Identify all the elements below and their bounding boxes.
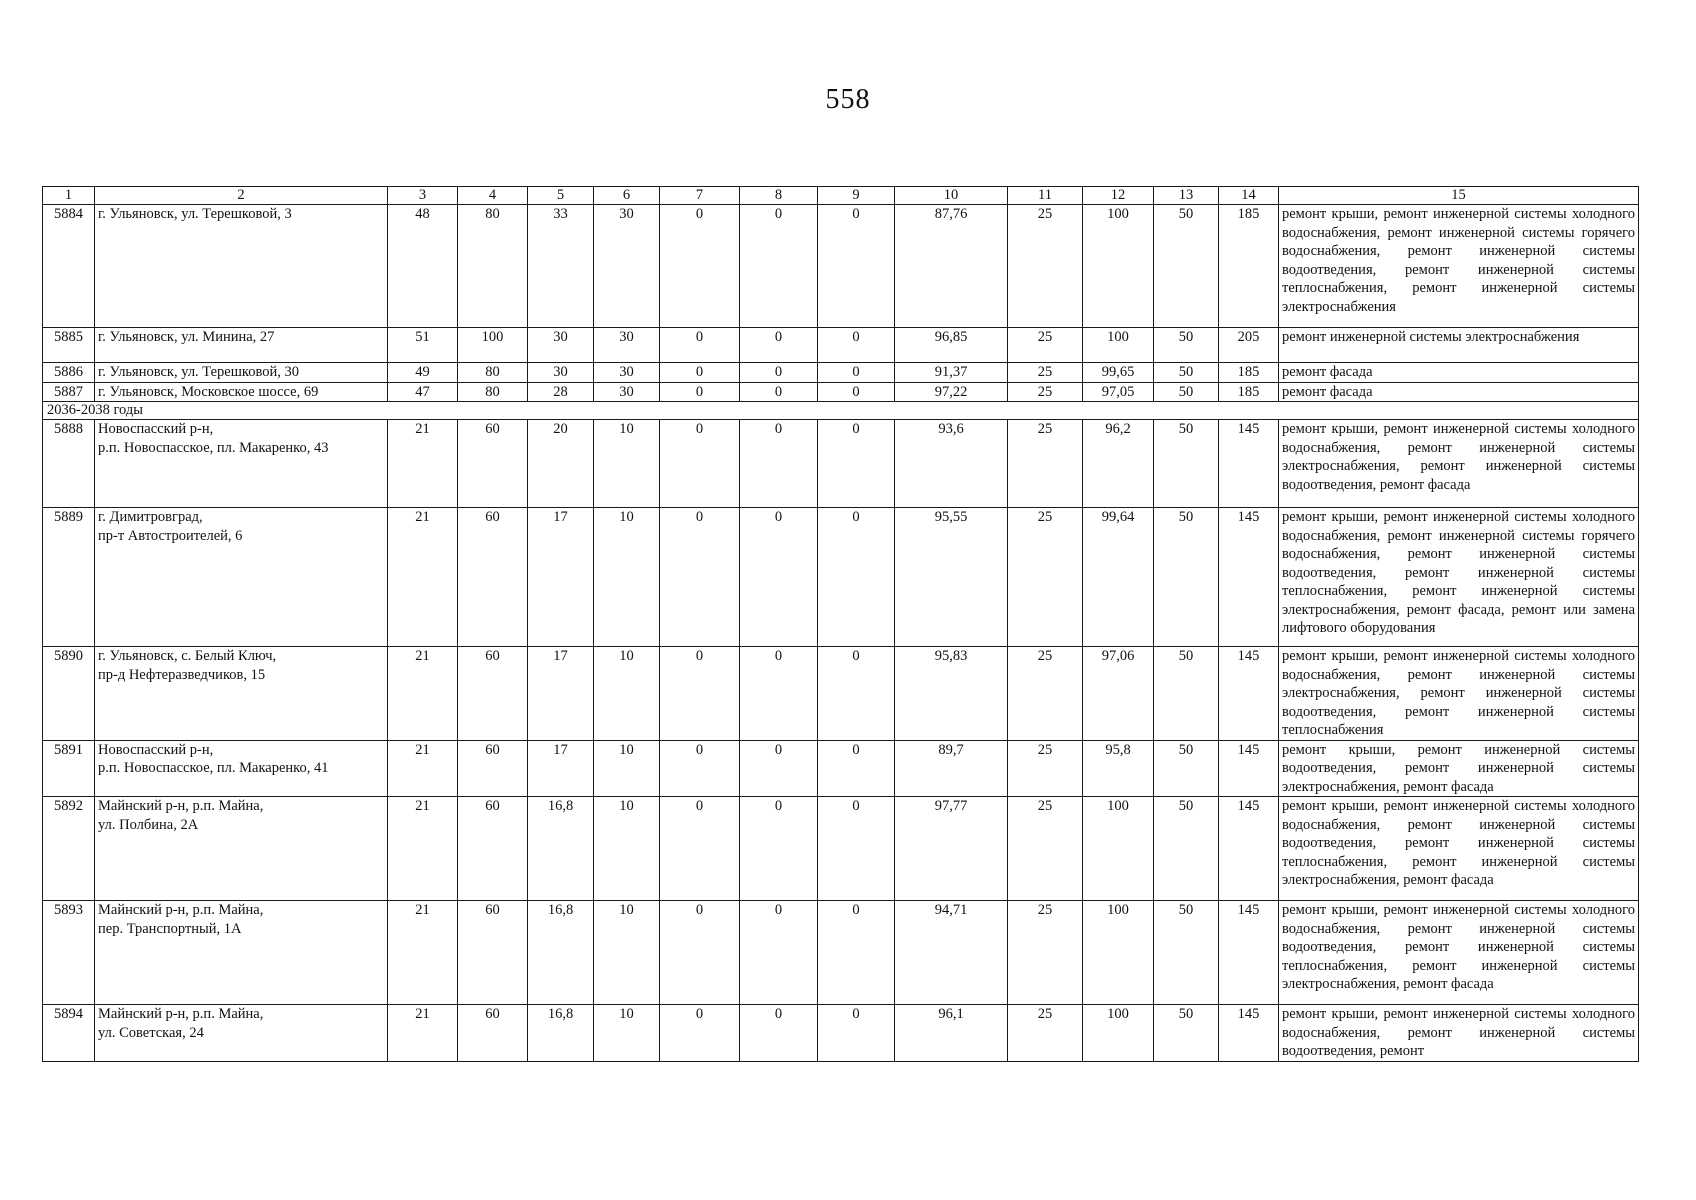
- value-cell: 48: [388, 205, 458, 328]
- row-number-cell: 5891: [43, 740, 95, 797]
- value-cell: 60: [458, 420, 528, 508]
- address-cell: г. Ульяновск, с. Белый Ключ, пр-д Нефтеразведчиков, 15: [95, 647, 388, 741]
- column-number-cell: 15: [1279, 187, 1639, 205]
- value-cell: 0: [660, 205, 740, 328]
- value-cell: 0: [660, 382, 740, 402]
- table-row: [43, 205, 1639, 328]
- value-cell: 50: [1154, 363, 1219, 383]
- value-cell: 17: [528, 740, 594, 797]
- value-cell: 25: [1008, 1005, 1083, 1062]
- table-row: [43, 740, 1639, 797]
- value-cell: 60: [458, 797, 528, 901]
- value-cell: 0: [740, 363, 818, 383]
- value-cell: 185: [1219, 363, 1279, 383]
- value-cell: 33: [528, 205, 594, 328]
- value-cell: 10: [594, 901, 660, 1005]
- value-cell: 0: [818, 740, 895, 797]
- value-cell: 60: [458, 508, 528, 647]
- row-number-cell: 5887: [43, 382, 95, 402]
- address-cell: г. Димитровград, пр-т Автостроителей, 6: [95, 508, 388, 647]
- value-cell: 60: [458, 740, 528, 797]
- value-cell: 95,83: [895, 647, 1008, 741]
- value-cell: 10: [594, 420, 660, 508]
- works-description-cell: ремонт фасада: [1279, 363, 1639, 383]
- value-cell: 50: [1154, 328, 1219, 363]
- column-number-cell: 11: [1008, 187, 1083, 205]
- value-cell: 17: [528, 508, 594, 647]
- row-number-cell: 5886: [43, 363, 95, 383]
- value-cell: 95,8: [1083, 740, 1154, 797]
- address-cell: г. Ульяновск, ул. Терешковой, 3: [95, 205, 388, 328]
- value-cell: 0: [818, 420, 895, 508]
- works-description-cell: ремонт инженерной системы электроснабжения: [1279, 328, 1639, 363]
- value-cell: 25: [1008, 363, 1083, 383]
- value-cell: 185: [1219, 205, 1279, 328]
- value-cell: 145: [1219, 508, 1279, 647]
- value-cell: 97,77: [895, 797, 1008, 901]
- value-cell: 28: [528, 382, 594, 402]
- value-cell: 205: [1219, 328, 1279, 363]
- row-number-cell: 5892: [43, 797, 95, 901]
- value-cell: 0: [660, 420, 740, 508]
- value-cell: 50: [1154, 205, 1219, 328]
- value-cell: 25: [1008, 382, 1083, 402]
- value-cell: 96,1: [895, 1005, 1008, 1062]
- address-cell: Майнский р-н, р.п. Майна, ул. Советская, 24: [95, 1005, 388, 1062]
- value-cell: 80: [458, 363, 528, 383]
- row-number-cell: 5885: [43, 328, 95, 363]
- period-heading-row: [43, 402, 1639, 420]
- address-cell: Майнский р-н, р.п. Майна, ул. Полбина, 2А: [95, 797, 388, 901]
- value-cell: 0: [660, 508, 740, 647]
- value-cell: 21: [388, 740, 458, 797]
- value-cell: 60: [458, 1005, 528, 1062]
- value-cell: 0: [740, 382, 818, 402]
- value-cell: 0: [660, 740, 740, 797]
- value-cell: 145: [1219, 420, 1279, 508]
- works-description-cell: ремонт крыши, ремонт инженерной системы холодного водоснабжения, ремонт инженерной системы электроснабжения, ремонт инженерной системы водоотведения, ремонт инженерной системы теплоснабжения: [1279, 647, 1639, 741]
- value-cell: 0: [740, 901, 818, 1005]
- value-cell: 100: [1083, 1005, 1154, 1062]
- column-number-cell: 14: [1219, 187, 1279, 205]
- table-row: [43, 797, 1639, 901]
- value-cell: 0: [740, 420, 818, 508]
- row-number-cell: 5889: [43, 508, 95, 647]
- table-row: [43, 328, 1639, 363]
- value-cell: 0: [740, 740, 818, 797]
- table-row: [43, 382, 1639, 402]
- column-number-cell: 1: [43, 187, 95, 205]
- value-cell: 0: [818, 328, 895, 363]
- works-description-cell: ремонт крыши, ремонт инженерной системы холодного водоснабжения, ремонт инженерной системы водоотведения, ремонт инженерной системы теплоснабжения, ремонт инженерной системы электроснабжения, ремонт фасада: [1279, 901, 1639, 1005]
- value-cell: 145: [1219, 1005, 1279, 1062]
- value-cell: 30: [528, 328, 594, 363]
- value-cell: 100: [1083, 205, 1154, 328]
- value-cell: 50: [1154, 647, 1219, 741]
- value-cell: 10: [594, 508, 660, 647]
- value-cell: 25: [1008, 797, 1083, 901]
- column-number-cell: 3: [388, 187, 458, 205]
- address-cell: г. Ульяновск, ул. Минина, 27: [95, 328, 388, 363]
- value-cell: 185: [1219, 382, 1279, 402]
- value-cell: 50: [1154, 797, 1219, 901]
- value-cell: 49: [388, 363, 458, 383]
- value-cell: 51: [388, 328, 458, 363]
- column-number-cell: 4: [458, 187, 528, 205]
- table-row: [43, 647, 1639, 741]
- value-cell: 30: [594, 328, 660, 363]
- value-cell: 50: [1154, 420, 1219, 508]
- value-cell: 0: [818, 382, 895, 402]
- value-cell: 0: [740, 1005, 818, 1062]
- address-cell: Новоспасский р-н, р.п. Новоспасское, пл. Макаренко, 41: [95, 740, 388, 797]
- value-cell: 25: [1008, 420, 1083, 508]
- value-cell: 0: [660, 1005, 740, 1062]
- value-cell: 145: [1219, 901, 1279, 1005]
- column-number-cell: 13: [1154, 187, 1219, 205]
- value-cell: 0: [660, 797, 740, 901]
- value-cell: 21: [388, 1005, 458, 1062]
- value-cell: 21: [388, 508, 458, 647]
- period-heading: 2036-2038 годы: [43, 402, 1639, 420]
- value-cell: 25: [1008, 205, 1083, 328]
- address-cell: г. Ульяновск, Московское шоссе, 69: [95, 382, 388, 402]
- value-cell: 30: [594, 382, 660, 402]
- address-cell: Майнский р-н, р.п. Майна, пер. Транспортный, 1А: [95, 901, 388, 1005]
- works-description-cell: ремонт крыши, ремонт инженерной системы холодного водоснабжения, ремонт инженерной системы электроснабжения, ремонт инженерной системы водоотведения, ремонт фасада: [1279, 420, 1639, 508]
- value-cell: 16,8: [528, 1005, 594, 1062]
- value-cell: 10: [594, 797, 660, 901]
- value-cell: 30: [528, 363, 594, 383]
- value-cell: 10: [594, 1005, 660, 1062]
- value-cell: 0: [818, 1005, 895, 1062]
- value-cell: 0: [818, 205, 895, 328]
- column-number-cell: 7: [660, 187, 740, 205]
- value-cell: 16,8: [528, 797, 594, 901]
- repair-registry-table: [42, 186, 1639, 1062]
- table-row: [43, 1005, 1639, 1062]
- value-cell: 0: [818, 363, 895, 383]
- row-number-cell: 5884: [43, 205, 95, 328]
- table-body: [43, 187, 1639, 1062]
- value-cell: 0: [740, 205, 818, 328]
- value-cell: 47: [388, 382, 458, 402]
- value-cell: 17: [528, 647, 594, 741]
- works-description-cell: ремонт крыши, ремонт инженерной системы холодного водоснабжения, ремонт инженерной системы водоотведения, ремонт: [1279, 1005, 1639, 1062]
- column-number-cell: 6: [594, 187, 660, 205]
- value-cell: 16,8: [528, 901, 594, 1005]
- value-cell: 21: [388, 901, 458, 1005]
- value-cell: 50: [1154, 1005, 1219, 1062]
- value-cell: 30: [594, 205, 660, 328]
- value-cell: 0: [818, 508, 895, 647]
- address-cell: г. Ульяновск, ул. Терешковой, 30: [95, 363, 388, 383]
- value-cell: 0: [660, 901, 740, 1005]
- value-cell: 21: [388, 647, 458, 741]
- value-cell: 96,85: [895, 328, 1008, 363]
- value-cell: 99,65: [1083, 363, 1154, 383]
- value-cell: 25: [1008, 901, 1083, 1005]
- value-cell: 97,05: [1083, 382, 1154, 402]
- column-number-cell: 9: [818, 187, 895, 205]
- page-number: 558: [825, 84, 871, 115]
- value-cell: 95,55: [895, 508, 1008, 647]
- works-description-cell: ремонт крыши, ремонт инженерной системы холодного водоснабжения, ремонт инженерной системы горячего водоснабжения, ремонт инженерной системы водоотведения, ремонт инженерной системы теплоснабжения, ремонт инженерной системы электроснабжения, ремонт фасада, ремонт или замена лифтового оборудования: [1279, 508, 1639, 647]
- value-cell: 0: [818, 797, 895, 901]
- value-cell: 10: [594, 740, 660, 797]
- works-description-cell: ремонт фасада: [1279, 382, 1639, 402]
- table-row: [43, 363, 1639, 383]
- value-cell: 0: [740, 797, 818, 901]
- value-cell: 100: [1083, 328, 1154, 363]
- works-description-cell: ремонт крыши, ремонт инженерной системы водоотведения, ремонт инженерной системы электроснабжения, ремонт фасада: [1279, 740, 1639, 797]
- column-number-cell: 2: [95, 187, 388, 205]
- works-description-cell: ремонт крыши, ремонт инженерной системы холодного водоснабжения, ремонт инженерной системы горячего водоснабжения, ремонт инженерной системы водоотведения, ремонт инженерной системы теплоснабжения, ремонт инженерной системы электроснабжения: [1279, 205, 1639, 328]
- value-cell: 145: [1219, 740, 1279, 797]
- value-cell: 50: [1154, 508, 1219, 647]
- value-cell: 0: [818, 901, 895, 1005]
- value-cell: 60: [458, 901, 528, 1005]
- value-cell: 89,7: [895, 740, 1008, 797]
- column-number-row: [43, 187, 1639, 205]
- value-cell: 93,6: [895, 420, 1008, 508]
- table-row: [43, 901, 1639, 1005]
- value-cell: 99,64: [1083, 508, 1154, 647]
- works-description-cell: ремонт крыши, ремонт инженерной системы холодного водоснабжения, ремонт инженерной системы водоотведения, ремонт инженерной системы теплоснабжения, ремонт инженерной системы электроснабжения, ремонт фасада: [1279, 797, 1639, 901]
- row-number-cell: 5888: [43, 420, 95, 508]
- value-cell: 0: [660, 328, 740, 363]
- value-cell: 50: [1154, 382, 1219, 402]
- value-cell: 91,37: [895, 363, 1008, 383]
- value-cell: 10: [594, 647, 660, 741]
- value-cell: 145: [1219, 647, 1279, 741]
- row-number-cell: 5890: [43, 647, 95, 741]
- value-cell: 21: [388, 797, 458, 901]
- value-cell: 20: [528, 420, 594, 508]
- value-cell: 145: [1219, 797, 1279, 901]
- value-cell: 50: [1154, 901, 1219, 1005]
- value-cell: 21: [388, 420, 458, 508]
- value-cell: 100: [458, 328, 528, 363]
- value-cell: 0: [818, 647, 895, 741]
- value-cell: 100: [1083, 901, 1154, 1005]
- value-cell: 0: [740, 508, 818, 647]
- column-number-cell: 10: [895, 187, 1008, 205]
- value-cell: 97,22: [895, 382, 1008, 402]
- value-cell: 94,71: [895, 901, 1008, 1005]
- column-number-cell: 5: [528, 187, 594, 205]
- value-cell: 100: [1083, 797, 1154, 901]
- value-cell: 30: [594, 363, 660, 383]
- value-cell: 25: [1008, 740, 1083, 797]
- column-number-cell: 8: [740, 187, 818, 205]
- table-row: [43, 508, 1639, 647]
- value-cell: 25: [1008, 508, 1083, 647]
- address-cell: Новоспасский р-н, р.п. Новоспасское, пл. Макаренко, 43: [95, 420, 388, 508]
- value-cell: 25: [1008, 647, 1083, 741]
- value-cell: 60: [458, 647, 528, 741]
- row-number-cell: 5893: [43, 901, 95, 1005]
- value-cell: 0: [740, 328, 818, 363]
- value-cell: 80: [458, 382, 528, 402]
- value-cell: 80: [458, 205, 528, 328]
- value-cell: 50: [1154, 740, 1219, 797]
- value-cell: 25: [1008, 328, 1083, 363]
- value-cell: 0: [660, 363, 740, 383]
- row-number-cell: 5894: [43, 1005, 95, 1062]
- value-cell: 96,2: [1083, 420, 1154, 508]
- value-cell: 0: [660, 647, 740, 741]
- column-number-cell: 12: [1083, 187, 1154, 205]
- value-cell: 0: [740, 647, 818, 741]
- value-cell: 97,06: [1083, 647, 1154, 741]
- value-cell: 87,76: [895, 205, 1008, 328]
- table-row: [43, 420, 1639, 508]
